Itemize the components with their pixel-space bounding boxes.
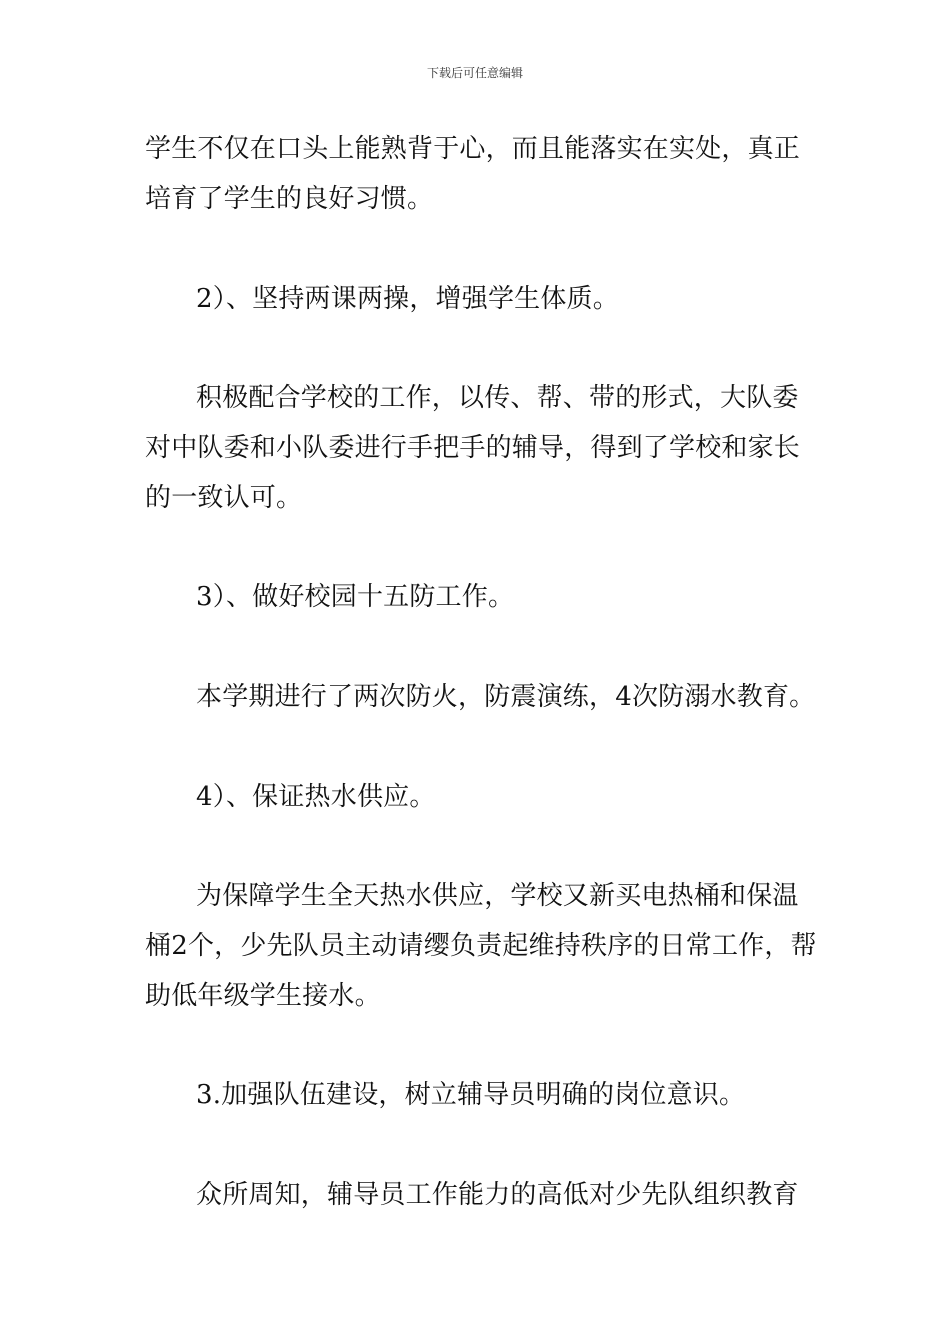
paragraph-line: 的一致认可。 [145, 483, 303, 513]
paragraph-line: 学生不仅在口头上能熟背于心，而且能落实在实处，真正 [145, 134, 801, 164]
section-heading-4: 4）、保证热水供应。 [196, 782, 436, 812]
section-heading-2: 2）、坚持两课两操，增强学生体质。 [196, 284, 619, 314]
paragraph-line: 对中队委和小队委进行手把手的辅导，得到了学校和家长 [145, 433, 801, 463]
paragraph-line: 为保障学生全天热水供应，学校又新买电热桶和保温 [196, 881, 799, 911]
section-heading-main-3: 3.加强队伍建设，树立辅导员明确的岗位意识。 [196, 1080, 746, 1110]
page-header-note: 下载后可任意编辑 [426, 66, 523, 80]
paragraph-line: 众所周知，辅导员工作能力的高低对少先队组织教育 [196, 1180, 799, 1210]
section-heading-3: 3）、做好校园十五防工作。 [196, 582, 515, 612]
paragraph-line: 积极配合学校的工作，以传、帮、带的形式，大队委 [196, 383, 799, 413]
paragraph-line: 培育了学生的良好习惯。 [145, 184, 434, 214]
paragraph-line: 助低年级学生接水。 [145, 981, 381, 1011]
paragraph-line: 本学期进行了两次防火，防震演练，4次防溺水教育。 [196, 682, 816, 712]
paragraph-line: 桶2个，少先队员主动请缨负责起维持秩序的日常工作，帮 [145, 931, 817, 961]
